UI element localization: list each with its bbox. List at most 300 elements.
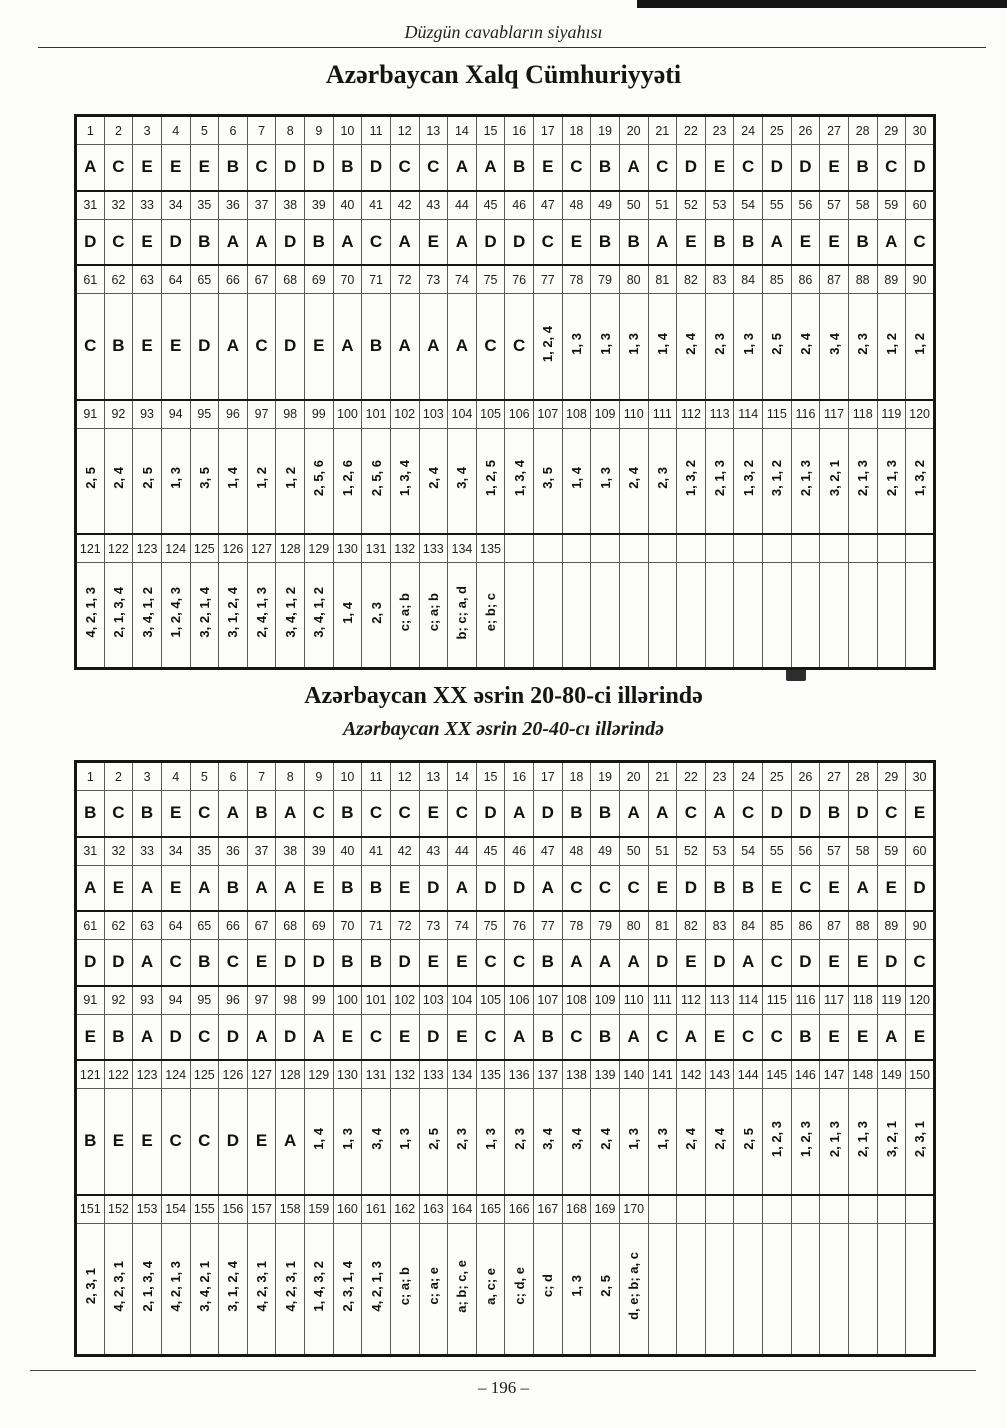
- answer-text: 1, 4, 3, 2: [311, 1260, 327, 1312]
- question-number: 40: [333, 837, 362, 866]
- question-number: 120: [906, 986, 935, 1015]
- answer-cell: [820, 865, 849, 911]
- answer-text: A: [856, 877, 869, 897]
- answer-text: E: [399, 1026, 411, 1046]
- answer-text: 3, 4, 1, 2: [139, 587, 155, 638]
- question-number: 115: [763, 400, 792, 429]
- answer-cell: [276, 563, 305, 669]
- answer-text: A: [341, 336, 354, 356]
- answer-text: E: [656, 877, 668, 897]
- answer-text: 3, 1, 2, 4: [225, 587, 241, 638]
- answer-cell: [190, 563, 219, 669]
- answer-text: 4, 2, 1, 3: [368, 1260, 384, 1312]
- answer-cell: [219, 219, 248, 265]
- answer-text: C: [427, 157, 440, 177]
- question-number: 4: [161, 762, 190, 791]
- question-number: 122: [104, 1060, 133, 1089]
- answer-cell: [591, 428, 620, 534]
- question-number: 133: [419, 534, 448, 563]
- answer-text: 1, 2, 5: [483, 460, 499, 497]
- question-number: 154: [161, 1195, 190, 1224]
- question-number: 114: [734, 986, 763, 1015]
- answer-text: C: [255, 157, 268, 177]
- question-number: 144: [734, 1060, 763, 1089]
- answer-text: 2, 1, 3, 4: [139, 1260, 155, 1312]
- answer-text: D: [312, 157, 325, 177]
- answer-text: C: [312, 803, 325, 823]
- question-number: 54: [734, 837, 763, 866]
- answer-cell: [848, 563, 877, 669]
- answer-text: C: [770, 1026, 783, 1046]
- question-number: 109: [591, 986, 620, 1015]
- answer-text: E: [685, 952, 697, 972]
- question-number: 31: [76, 837, 105, 866]
- question-number: 46: [505, 191, 534, 220]
- answer-text: D: [169, 231, 182, 251]
- question-number: 17: [534, 762, 563, 791]
- answer-cell: [763, 1223, 792, 1355]
- answer-cell: [534, 428, 563, 534]
- answer-cell: [619, 791, 648, 837]
- answer-cell: [247, 145, 276, 191]
- answer-text: E: [198, 157, 210, 177]
- answer-cell: [734, 145, 763, 191]
- answer-cell: [562, 428, 591, 534]
- answer-cell: [76, 1223, 105, 1355]
- answer-cell: [419, 865, 448, 911]
- question-number: [562, 534, 591, 563]
- answer-cell: [76, 940, 105, 986]
- question-number: 51: [648, 837, 677, 866]
- answer-text: 2, 3, 1, 4: [339, 1260, 355, 1312]
- question-number: 53: [705, 191, 734, 220]
- question-number: 73: [419, 265, 448, 294]
- answer-cell: [104, 865, 133, 911]
- question-number: 93: [133, 986, 162, 1015]
- answer-cell: [362, 940, 391, 986]
- answer-text: C: [398, 803, 411, 823]
- question-number: 127: [247, 534, 276, 563]
- question-number: 18: [562, 116, 591, 145]
- question-number: 163: [419, 1195, 448, 1224]
- question-number: 83: [705, 911, 734, 940]
- answer-cell: [76, 145, 105, 191]
- answer-cell: [333, 563, 362, 669]
- question-number: 63: [133, 911, 162, 940]
- answer-cell: [505, 865, 534, 911]
- answer-cell: [190, 1223, 219, 1355]
- answer-cell: [448, 563, 477, 669]
- answer-cell: [305, 294, 334, 400]
- question-number: 30: [906, 116, 935, 145]
- answer-text: C: [112, 231, 125, 251]
- answer-text: 2, 4: [683, 332, 699, 355]
- answer-cell: [190, 1089, 219, 1195]
- answer-cell: [591, 219, 620, 265]
- answer-text: A: [341, 231, 354, 251]
- answer-cell: [677, 219, 706, 265]
- answer-cell: [333, 145, 362, 191]
- question-number: 72: [390, 911, 419, 940]
- question-number: 28: [848, 116, 877, 145]
- answer-cell: [763, 1089, 792, 1195]
- answer-cell: [448, 1014, 477, 1060]
- answer-text: E: [542, 157, 554, 177]
- question-number: 63: [133, 265, 162, 294]
- answer-cell: [619, 1223, 648, 1355]
- question-number: 47: [534, 837, 563, 866]
- answer-text: B: [827, 803, 841, 823]
- answer-cell: [476, 294, 505, 400]
- answer-cell: [390, 1014, 419, 1060]
- question-number: 121: [76, 534, 105, 563]
- answer-text: E: [427, 231, 439, 251]
- question-number: 126: [219, 1060, 248, 1089]
- answer-cell: [390, 563, 419, 669]
- answer-cell: [362, 1223, 391, 1355]
- answer-cell: [734, 1089, 763, 1195]
- question-number: 92: [104, 400, 133, 429]
- question-number: 65: [190, 911, 219, 940]
- answer-text: 3, 4: [454, 467, 470, 490]
- question-number: 94: [161, 986, 190, 1015]
- answer-cell: [448, 219, 477, 265]
- question-number: [505, 534, 534, 563]
- question-number: 10: [333, 762, 362, 791]
- answer-text: C: [656, 157, 669, 177]
- answer-text: E: [771, 877, 783, 897]
- page-header-text: Düzgün cavabların siyahısı: [404, 22, 603, 42]
- answer-cell: [419, 294, 448, 400]
- answer-cell: [648, 145, 677, 191]
- answer-cell: [419, 563, 448, 669]
- answer-cell: [619, 219, 648, 265]
- answer-cell: [505, 294, 534, 400]
- question-number: 81: [648, 265, 677, 294]
- answer-text: 3, 5: [196, 467, 212, 490]
- answer-text: E: [828, 877, 840, 897]
- question-number: [705, 1195, 734, 1224]
- answer-cell: [247, 219, 276, 265]
- answer-text: 2, 4: [425, 467, 441, 490]
- answer-cell: [161, 865, 190, 911]
- answer-text: 2, 4: [712, 1127, 728, 1150]
- answer-cell: [362, 865, 391, 911]
- answer-text: C: [369, 231, 383, 251]
- question-number: 122: [104, 534, 133, 563]
- question-number: 16: [505, 762, 534, 791]
- table1-grid: [74, 114, 936, 670]
- question-number: 38: [276, 191, 305, 220]
- answer-cell: [791, 1089, 820, 1195]
- answer-text: C: [455, 803, 469, 823]
- answer-cell: [362, 791, 391, 837]
- answer-text: C: [913, 231, 926, 251]
- answer-text: E: [456, 1026, 468, 1046]
- question-number: 82: [677, 265, 706, 294]
- answer-cell: [906, 428, 935, 534]
- question-number: 125: [190, 534, 219, 563]
- answer-cell: [648, 219, 677, 265]
- answer-text: C: [742, 803, 755, 823]
- question-number: 79: [591, 265, 620, 294]
- answer-cell: [276, 1089, 305, 1195]
- answer-cell: [390, 145, 419, 191]
- answer-cell: [705, 1089, 734, 1195]
- answer-text: 2, 3, 1: [912, 1120, 928, 1157]
- answer-cell: [448, 940, 477, 986]
- question-number: 90: [906, 265, 935, 294]
- answer-text: 1, 2, 4, 3: [168, 587, 184, 638]
- question-number: [734, 1195, 763, 1224]
- question-number: 61: [76, 911, 105, 940]
- answer-text: 1, 2, 3: [797, 1120, 813, 1157]
- answer-cell: [133, 563, 162, 669]
- question-number: 110: [619, 400, 648, 429]
- question-number: 37: [247, 837, 276, 866]
- answer-cell: [190, 791, 219, 837]
- question-number: 12: [390, 116, 419, 145]
- answer-text: E: [857, 952, 869, 972]
- answer-text: D: [484, 877, 497, 897]
- question-number: 48: [562, 837, 591, 866]
- answer-cell: [534, 145, 563, 191]
- answer-text: A: [255, 877, 268, 897]
- question-number: 79: [591, 911, 620, 940]
- answer-cell: [276, 428, 305, 534]
- answer-text: B: [742, 231, 755, 251]
- answer-cell: [763, 145, 792, 191]
- answer-cell: [419, 145, 448, 191]
- answer-cell: [677, 428, 706, 534]
- answer-cell: [333, 428, 362, 534]
- question-number: 43: [419, 837, 448, 866]
- answer-text: E: [170, 877, 182, 897]
- answer-cell: [763, 294, 792, 400]
- answer-text: C: [742, 157, 755, 177]
- question-number: 74: [448, 265, 477, 294]
- answer-text: D: [799, 952, 812, 972]
- answer-cell: [562, 791, 591, 837]
- answer-cell: [104, 940, 133, 986]
- answer-cell: [848, 791, 877, 837]
- answer-cell: [705, 428, 734, 534]
- answer-text: A: [656, 231, 669, 251]
- answer-cell: [848, 428, 877, 534]
- answer-text: E: [913, 803, 926, 823]
- answer-cell: [247, 940, 276, 986]
- question-number: 169: [591, 1195, 620, 1224]
- answer-cell: [305, 219, 334, 265]
- answer-text: 2, 5: [597, 1275, 613, 1297]
- question-number: 5: [190, 762, 219, 791]
- question-number: 84: [734, 911, 763, 940]
- answer-cell: [448, 428, 477, 534]
- answer-text: 1, 4: [339, 601, 355, 624]
- answer-text: B: [341, 877, 354, 897]
- answer-cell: [820, 563, 849, 669]
- answer-cell: [619, 145, 648, 191]
- answer-text: D: [427, 1026, 440, 1046]
- answer-cell: [161, 294, 190, 400]
- question-number: 164: [448, 1195, 477, 1224]
- answer-text: 2, 5, 6: [311, 460, 327, 497]
- answer-cell: [247, 865, 276, 911]
- answer-cell: [705, 865, 734, 911]
- question-number: 158: [276, 1195, 305, 1224]
- answer-cell: [333, 1014, 362, 1060]
- question-number: 5: [190, 116, 219, 145]
- answer-text: C: [684, 803, 698, 823]
- question-number: 68: [276, 265, 305, 294]
- answer-cell: [677, 1089, 706, 1195]
- answer-text: C: [570, 1026, 583, 1046]
- answer-text: D: [799, 157, 812, 177]
- answer-text: E: [313, 336, 325, 356]
- answer-text: 1, 2, 3: [769, 1120, 785, 1157]
- answer-text: E: [112, 1131, 125, 1151]
- question-number: 35: [190, 837, 219, 866]
- answer-text: D: [656, 952, 669, 972]
- answer-text: E: [828, 231, 840, 251]
- answer-cell: [820, 1223, 849, 1355]
- table2-title: Azərbaycan XX əsrin 20-80-ci illərində: [304, 683, 703, 709]
- question-number: 166: [505, 1195, 534, 1224]
- answer-text: B: [598, 1026, 612, 1046]
- question-number: 128: [276, 534, 305, 563]
- question-number: 119: [877, 986, 906, 1015]
- question-number: 61: [76, 265, 105, 294]
- question-number: 75: [476, 265, 505, 294]
- answer-text: E: [170, 157, 182, 177]
- answer-cell: [104, 428, 133, 534]
- answer-cell: [276, 1014, 305, 1060]
- answer-cell: [534, 294, 563, 400]
- question-number: 65: [190, 265, 219, 294]
- question-number: 25: [763, 116, 792, 145]
- answer-text: A: [455, 877, 469, 897]
- question-number: 64: [161, 265, 190, 294]
- question-number: [648, 1195, 677, 1224]
- question-number: 57: [820, 191, 849, 220]
- question-number: [877, 1195, 906, 1224]
- question-number: 141: [648, 1060, 677, 1089]
- question-number: 26: [791, 116, 820, 145]
- answer-text: C: [513, 952, 526, 972]
- answer-text: 1, 3: [339, 1127, 355, 1150]
- answer-text: 2, 1, 3: [855, 460, 871, 497]
- question-number: 126: [219, 534, 248, 563]
- question-number: 120: [906, 400, 935, 429]
- question-number: 162: [390, 1195, 419, 1224]
- question-number: 165: [476, 1195, 505, 1224]
- question-number: [820, 1195, 849, 1224]
- answer-cell: [161, 1223, 190, 1355]
- answer-cell: [619, 428, 648, 534]
- question-number: 34: [161, 837, 190, 866]
- answer-text: 2, 5: [82, 467, 98, 490]
- question-number: 57: [820, 837, 849, 866]
- answer-text: 2, 5, 6: [368, 460, 384, 497]
- answer-text: 1, 3: [654, 1127, 670, 1150]
- question-number: 43: [419, 191, 448, 220]
- question-number: 78: [562, 911, 591, 940]
- answer-text: 2, 3, 1: [82, 1267, 98, 1305]
- question-number: 114: [734, 400, 763, 429]
- answer-text: D: [84, 231, 97, 251]
- answer-cell: [476, 428, 505, 534]
- footer-rule: [30, 1370, 976, 1371]
- table2-grid: [74, 760, 936, 1357]
- answer-cell: [820, 428, 849, 534]
- answer-cell: [419, 940, 448, 986]
- question-number: 51: [648, 191, 677, 220]
- question-number: 72: [390, 265, 419, 294]
- question-number: [877, 534, 906, 563]
- answer-cell: [190, 428, 219, 534]
- answer-cell: [734, 563, 763, 669]
- answer-cell: [791, 145, 820, 191]
- answer-text: B: [112, 1026, 125, 1046]
- answer-text: 1, 4: [654, 332, 670, 355]
- question-number: 16: [505, 116, 534, 145]
- answer-cell: [161, 219, 190, 265]
- answer-cell: [791, 1014, 820, 1060]
- answer-cell: [476, 145, 505, 191]
- question-number: 124: [161, 1060, 190, 1089]
- answer-cell: [734, 1223, 763, 1355]
- answer-cell: [276, 294, 305, 400]
- answer-text: 3, 4: [540, 1127, 556, 1150]
- answer-cell: [763, 219, 792, 265]
- question-number: 168: [562, 1195, 591, 1224]
- answer-cell: [133, 791, 162, 837]
- answer-cell: [305, 791, 334, 837]
- answer-cell: [104, 145, 133, 191]
- question-number: 37: [247, 191, 276, 220]
- question-number: 87: [820, 911, 849, 940]
- answer-cell: [848, 865, 877, 911]
- answer-text: B: [226, 157, 240, 177]
- question-number: 41: [362, 191, 391, 220]
- answer-cell: [219, 1089, 248, 1195]
- question-number: 8: [276, 762, 305, 791]
- answer-text: E: [828, 952, 840, 972]
- answer-cell: [476, 1223, 505, 1355]
- answer-text: A: [455, 157, 469, 177]
- answer-text: B: [856, 231, 869, 251]
- answer-text: A: [312, 1026, 325, 1046]
- answer-text: A: [627, 1026, 640, 1046]
- answer-cell: [791, 1223, 820, 1355]
- question-number: 67: [247, 911, 276, 940]
- answer-cell: [791, 865, 820, 911]
- question-number: 49: [591, 191, 620, 220]
- answer-cell: [648, 1223, 677, 1355]
- answer-cell: [848, 1089, 877, 1195]
- answer-cell: [390, 294, 419, 400]
- question-number: 150: [906, 1060, 935, 1089]
- question-number: 91: [76, 400, 105, 429]
- answer-cell: [161, 145, 190, 191]
- answer-cell: [562, 294, 591, 400]
- answer-text: B: [856, 157, 869, 177]
- question-number: 80: [619, 911, 648, 940]
- question-number: 13: [419, 762, 448, 791]
- question-number: [820, 534, 849, 563]
- question-number: 85: [763, 911, 792, 940]
- answer-cell: [362, 294, 391, 400]
